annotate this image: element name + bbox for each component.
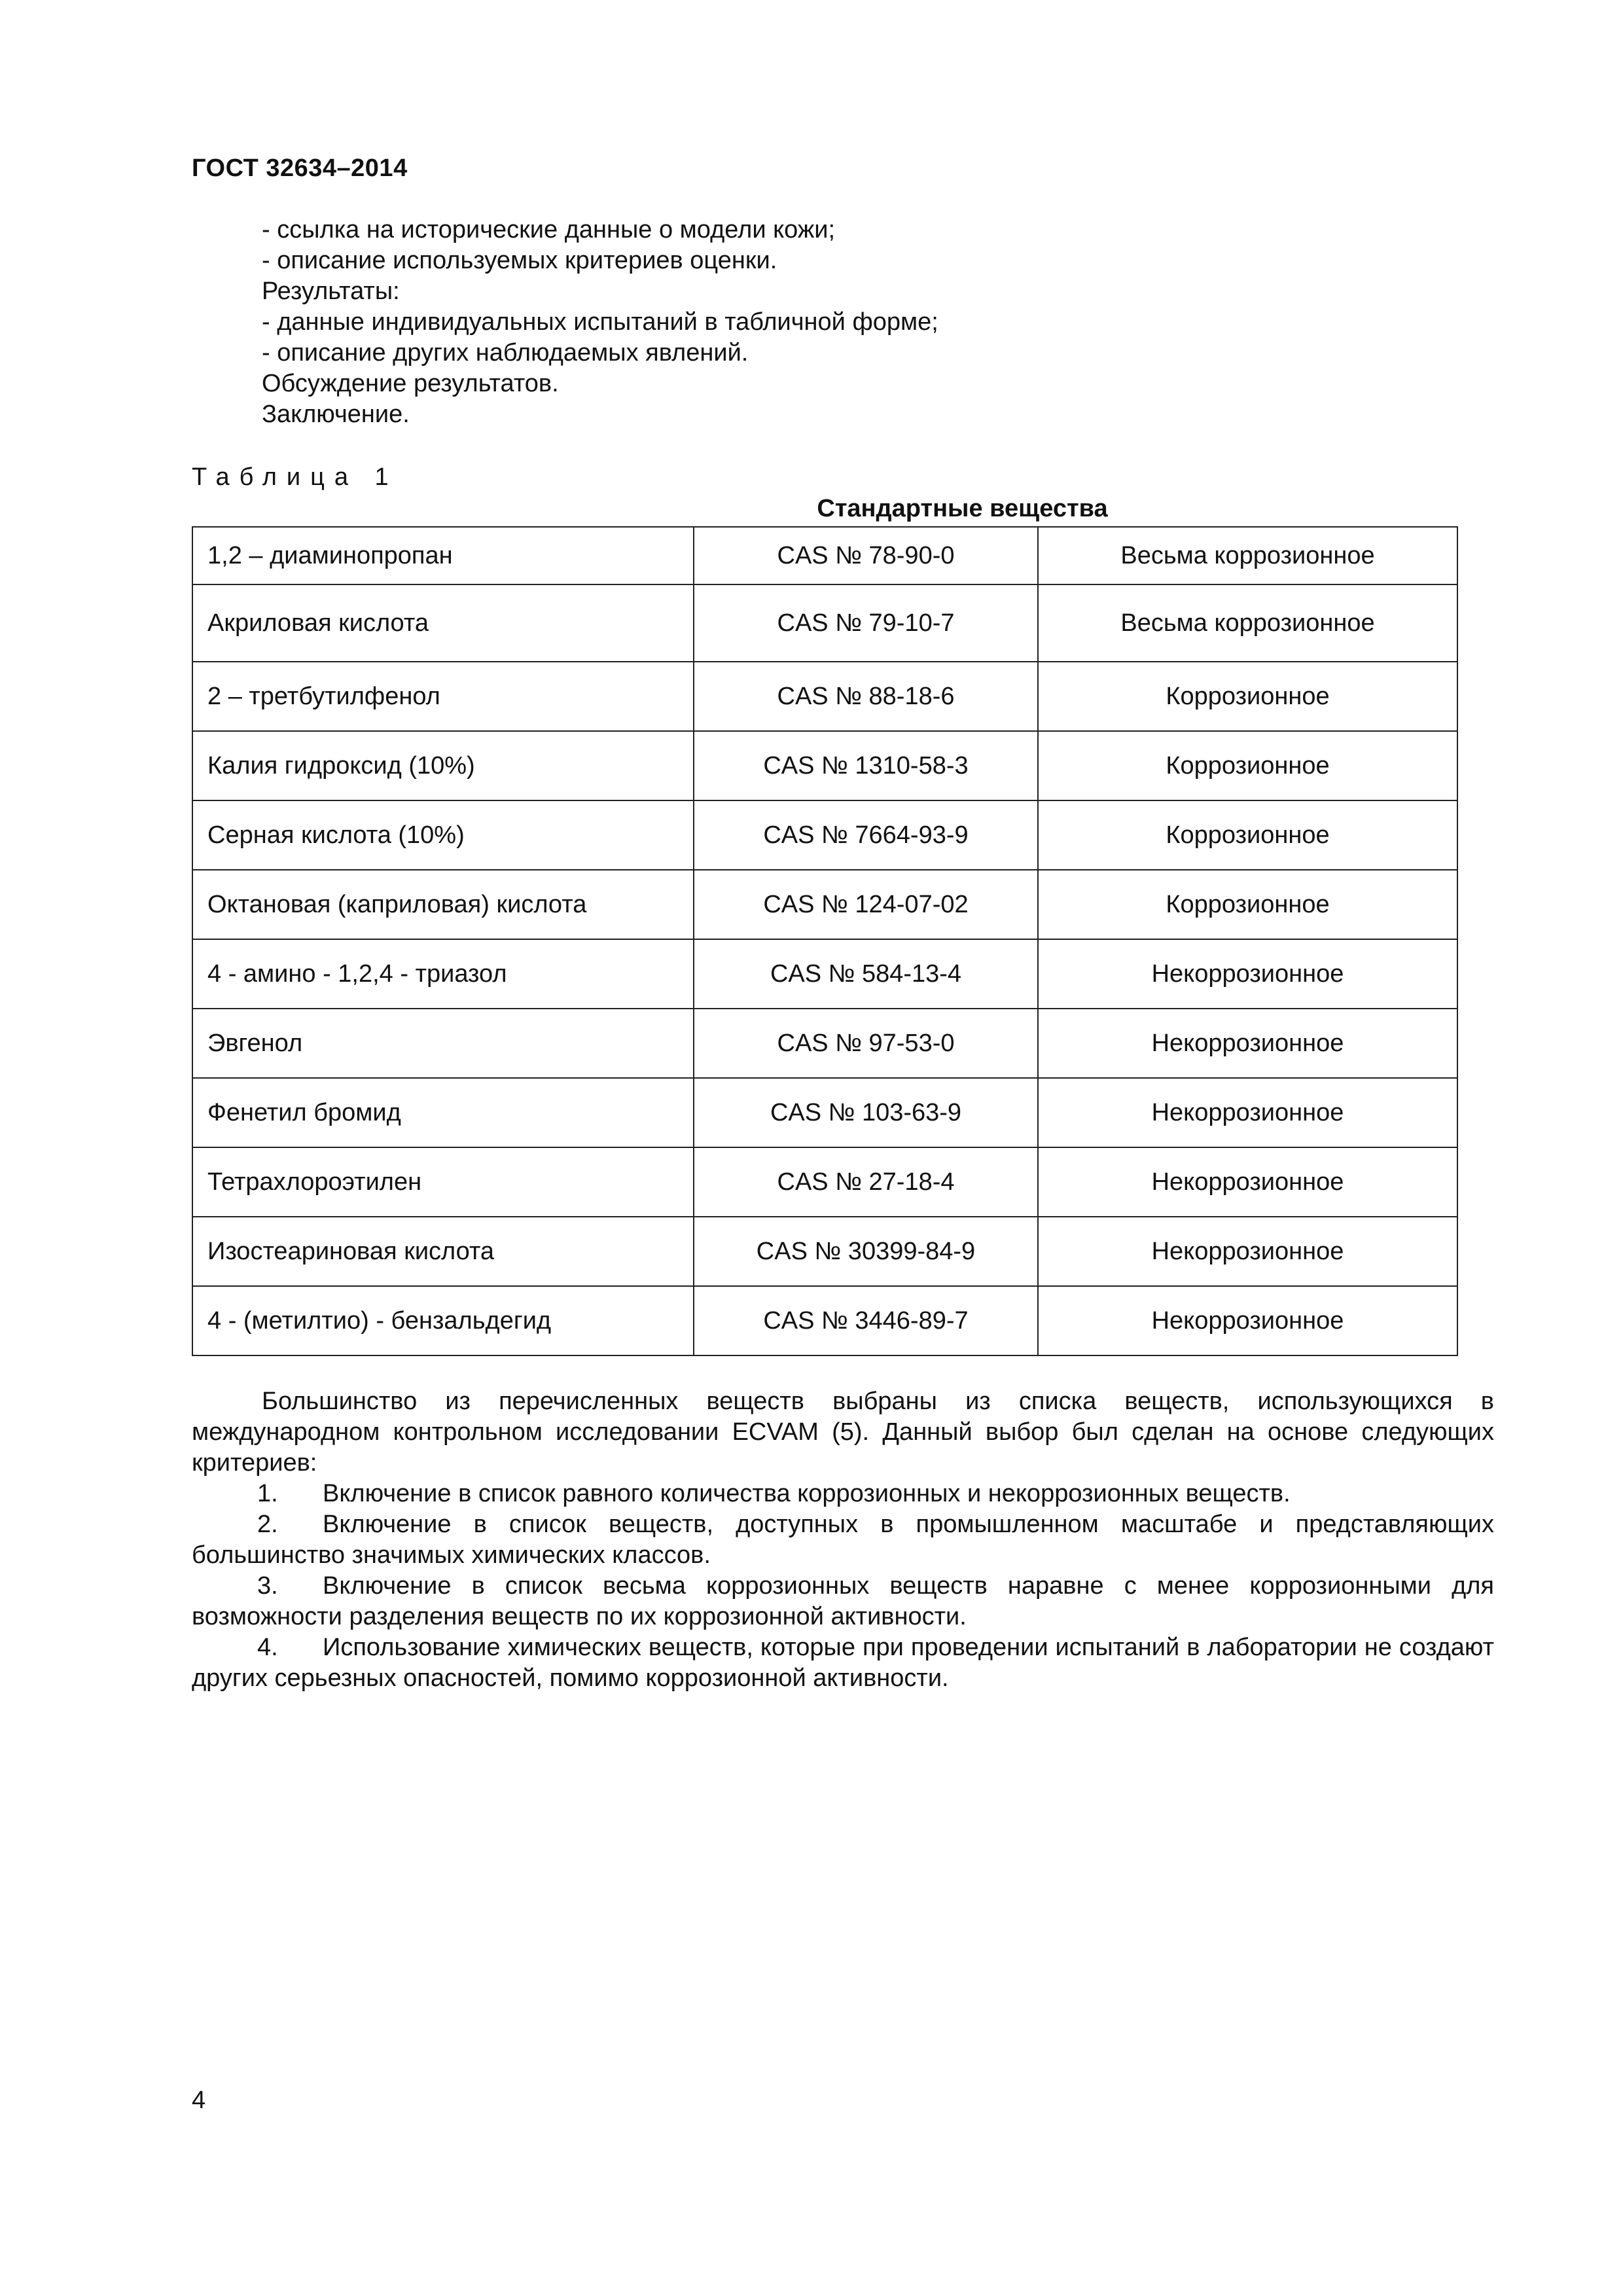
body-paragraph: Большинство из перечисленных веществ выбраны из списка веществ, использующихся в международном контрольном исследовании ECVAM (5). Данный выбор был сделан на основе следующих критериев:	[192, 1388, 1494, 1477]
table-row	[192, 1078, 1457, 1147]
corrosivity-cell: Коррозионное	[1038, 870, 1457, 939]
substance-name-cell: 1,2 – диаминопропан	[192, 527, 694, 584]
criteria-text: Включение в список веществ, доступных в промышленном масштабе и представляющих большинство значимых химических классов.	[192, 1511, 1494, 1569]
cas-number-cell: CAS № 1310-58-3	[694, 731, 1038, 800]
table-row	[192, 939, 1457, 1009]
criteria-text: Включение в список весьма коррозионных веществ наравне с менее коррозионными для возможности разделения веществ по их коррозионной активности.	[192, 1572, 1494, 1630]
substance-name-cell: 4 - (метилтио) - бензальдегид	[192, 1286, 694, 1355]
criteria-item	[192, 1571, 1494, 1632]
cas-number-cell: CAS № 78-90-0	[694, 527, 1038, 584]
table-title: Стандартные вещества	[817, 495, 1108, 522]
table-label: Таблица 1	[192, 463, 399, 491]
criteria-item	[192, 1479, 1494, 1509]
corrosivity-cell: Весьма коррозионное	[1038, 527, 1457, 584]
corrosivity-cell: Некоррозионное	[1038, 1078, 1457, 1147]
corrosivity-cell: Некоррозионное	[1038, 1286, 1457, 1355]
table-row	[192, 527, 1457, 584]
table-row	[192, 1286, 1457, 1355]
corrosivity-cell: Весьма коррозионное	[1038, 584, 1457, 662]
corrosivity-cell: Некоррозионное	[1038, 1009, 1457, 1078]
table-row	[192, 1009, 1457, 1078]
corrosivity-cell: Коррозионное	[1038, 731, 1457, 800]
document-header: ГОСТ 32634–2014	[192, 154, 408, 182]
cas-number-cell: CAS № 88-18-6	[694, 662, 1038, 731]
cas-number-cell: CAS № 30399-84-9	[694, 1217, 1038, 1286]
cas-number-cell: CAS № 7664-93-9	[694, 800, 1038, 870]
cas-number-cell: CAS № 103-63-9	[694, 1078, 1038, 1147]
table-row	[192, 1147, 1457, 1217]
cas-number-cell: CAS № 3446-89-7	[694, 1286, 1038, 1355]
intro-line: Результаты:	[262, 278, 400, 305]
criteria-text: Включение в список равного количества коррозионных и некоррозионных веществ.	[323, 1480, 1291, 1507]
substance-name-cell: Октановая (каприловая) кислота	[192, 870, 694, 939]
intro-line: Заключение.	[262, 401, 410, 428]
substance-name-cell: Эвгенол	[192, 1009, 694, 1078]
table-row	[192, 1217, 1457, 1286]
table-row	[192, 662, 1457, 731]
criteria-number: 1.	[257, 1480, 278, 1507]
intro-line: Обсуждение результатов.	[262, 370, 559, 397]
intro-line: - описание используемых критериев оценки.	[262, 247, 777, 274]
cas-number-cell: CAS № 97-53-0	[694, 1009, 1038, 1078]
criteria-text: Использование химических веществ, которые при проведении испытаний в лаборатории не создают других серьезных опасностей, помимо коррозионной активности.	[192, 1634, 1494, 1692]
intro-list	[262, 215, 938, 430]
substance-name-cell: Тетрахлороэтилен	[192, 1147, 694, 1217]
corrosivity-cell: Некоррозионное	[1038, 939, 1457, 1009]
cas-number-cell: CAS № 124-07-02	[694, 870, 1038, 939]
page-number: 4	[192, 2087, 206, 2114]
criteria-number: 4.	[257, 1634, 278, 1661]
substance-name-cell: Акриловая кислота	[192, 584, 694, 662]
criteria-item	[192, 1509, 1494, 1571]
criteria-number: 3.	[257, 1572, 278, 1600]
criteria-number: 2.	[257, 1511, 278, 1538]
substance-name-cell: Калия гидроксид (10%)	[192, 731, 694, 800]
table-row	[192, 731, 1457, 800]
substance-name-cell: Серная кислота (10%)	[192, 800, 694, 870]
standard-substances-table	[192, 526, 1458, 1356]
corrosivity-cell: Коррозионное	[1038, 800, 1457, 870]
corrosivity-cell: Некоррозионное	[1038, 1217, 1457, 1286]
cas-number-cell: CAS № 79-10-7	[694, 584, 1038, 662]
cas-number-cell: CAS № 27-18-4	[694, 1147, 1038, 1217]
corrosivity-cell: Некоррозионное	[1038, 1147, 1457, 1217]
corrosivity-cell: Коррозионное	[1038, 662, 1457, 731]
substance-name-cell: Фенетил бромид	[192, 1078, 694, 1147]
body-text	[192, 1386, 1494, 1694]
criteria-item	[192, 1632, 1494, 1694]
substance-name-cell: 4 - амино - 1,2,4 - триазол	[192, 939, 694, 1009]
table-row	[192, 584, 1457, 662]
substance-name-cell: 2 – третбутилфенол	[192, 662, 694, 731]
cas-number-cell: CAS № 584-13-4	[694, 939, 1038, 1009]
intro-line: - описание других наблюдаемых явлений.	[262, 339, 749, 367]
intro-line: - данные индивидуальных испытаний в табличной форме;	[262, 308, 938, 336]
intro-line: - ссылка на исторические данные о модели кожи;	[262, 216, 836, 243]
table-row	[192, 800, 1457, 870]
table-row	[192, 870, 1457, 939]
substance-name-cell: Изостеариновая кислота	[192, 1217, 694, 1286]
